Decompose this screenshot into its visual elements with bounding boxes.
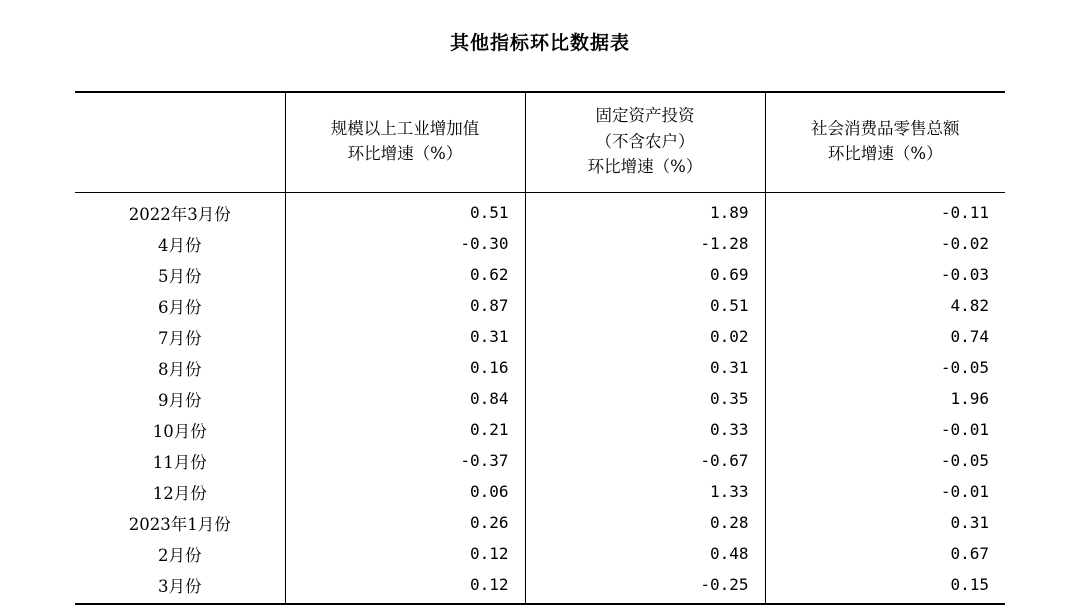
row-label: 12月份 bbox=[75, 476, 285, 507]
header-line: 固定资产投资 bbox=[595, 106, 695, 125]
cell-fixed-asset-investment: 0.33 bbox=[525, 414, 765, 445]
table-row bbox=[75, 383, 1005, 414]
cell-industrial-value-added: 0.12 bbox=[285, 569, 525, 604]
row-label: 11月份 bbox=[75, 445, 285, 476]
row-label: 2月份 bbox=[75, 538, 285, 569]
table-row bbox=[75, 321, 1005, 352]
cell-fixed-asset-investment: 0.69 bbox=[525, 259, 765, 290]
table-row bbox=[75, 445, 1005, 476]
cell-fixed-asset-investment: 0.51 bbox=[525, 290, 765, 321]
cell-retail-sales: -0.05 bbox=[940, 358, 989, 378]
table-row bbox=[75, 290, 1005, 321]
cell-industrial-value-added: 0.12 bbox=[285, 538, 525, 569]
row-label: 4月份 bbox=[75, 228, 285, 259]
cell-retail-sales: 1.96 bbox=[950, 389, 989, 409]
cell-fixed-asset-investment: 1.89 bbox=[525, 192, 765, 228]
cell-industrial-value-added: 0.51 bbox=[285, 192, 525, 228]
cell-industrial-value-added: 0.16 bbox=[285, 352, 525, 383]
column-header-industrial-value-added bbox=[285, 92, 525, 192]
table-header bbox=[75, 92, 1005, 192]
table-row bbox=[75, 352, 1005, 383]
cell-fixed-asset-investment: 0.02 bbox=[525, 321, 765, 352]
cell-retail-sales: -0.11 bbox=[940, 203, 989, 223]
cell-fixed-asset-investment: 0.28 bbox=[525, 507, 765, 538]
row-label: 2022年3月份 bbox=[75, 192, 285, 228]
page-title: 其他指标环比数据表 bbox=[449, 32, 630, 54]
cell-retail-sales: 4.82 bbox=[950, 296, 989, 316]
table-body bbox=[75, 192, 1005, 604]
table-row bbox=[75, 259, 1005, 290]
row-label: 10月份 bbox=[75, 414, 285, 445]
cell-fixed-asset-investment: 1.33 bbox=[525, 476, 765, 507]
table-row bbox=[75, 192, 1005, 228]
cell-retail-sales: -0.03 bbox=[940, 265, 989, 285]
cell-fixed-asset-investment: 0.35 bbox=[525, 383, 765, 414]
row-label: 9月份 bbox=[75, 383, 285, 414]
table-row bbox=[75, 507, 1005, 538]
row-label: 3月份 bbox=[75, 569, 285, 604]
header-line: 社会消费品零售总额 bbox=[811, 118, 960, 138]
table-header-row bbox=[75, 92, 1005, 192]
cell-retail-sales: -0.01 bbox=[940, 482, 989, 502]
header-line: 环比增速（%） bbox=[347, 144, 463, 164]
row-label: 7月份 bbox=[75, 321, 285, 352]
header-line: 环比增速（%） bbox=[587, 157, 703, 177]
cell-fixed-asset-investment: 0.48 bbox=[525, 538, 765, 569]
header-line: （不含农户） bbox=[595, 131, 695, 151]
table-container bbox=[75, 55, 1005, 605]
cell-fixed-asset-investment: -0.25 bbox=[525, 569, 765, 604]
cell-industrial-value-added: 0.84 bbox=[285, 383, 525, 414]
header-line: 规模以上工业增加值 bbox=[330, 118, 480, 138]
cell-fixed-asset-investment: 0.31 bbox=[525, 352, 765, 383]
table-row bbox=[75, 228, 1005, 259]
cell-retail-sales: -0.02 bbox=[940, 234, 989, 254]
cell-retail-sales: 0.74 bbox=[950, 327, 989, 347]
cell-industrial-value-added: 0.21 bbox=[285, 414, 525, 445]
column-header-retail-sales bbox=[765, 92, 1005, 192]
column-header-fixed-asset-investment bbox=[525, 92, 765, 192]
header-line: 环比增速（%） bbox=[827, 144, 943, 164]
cell-retail-sales: 0.67 bbox=[950, 544, 989, 564]
cell-retail-sales: 0.15 bbox=[765, 569, 1005, 604]
table-row bbox=[75, 569, 1005, 604]
row-label: 6月份 bbox=[75, 290, 285, 321]
cell-fixed-asset-investment: -1.28 bbox=[525, 228, 765, 259]
cell-retail-sales: -0.05 bbox=[940, 451, 989, 471]
cell-industrial-value-added: -0.30 bbox=[285, 228, 525, 259]
cell-industrial-value-added: 0.31 bbox=[285, 321, 525, 352]
table-row bbox=[75, 414, 1005, 445]
row-label: 8月份 bbox=[75, 352, 285, 383]
row-label: 2023年1月份 bbox=[75, 507, 285, 538]
cell-industrial-value-added: 0.62 bbox=[285, 259, 525, 290]
cell-fixed-asset-investment: -0.67 bbox=[525, 445, 765, 476]
cell-retail-sales: 0.31 bbox=[950, 513, 989, 533]
table-row bbox=[75, 476, 1005, 507]
cell-retail-sales: -0.01 bbox=[940, 420, 989, 440]
cell-industrial-value-added: 0.87 bbox=[285, 290, 525, 321]
cell-industrial-value-added: 0.06 bbox=[285, 476, 525, 507]
cell-industrial-value-added: 0.26 bbox=[285, 507, 525, 538]
row-label: 5月份 bbox=[75, 259, 285, 290]
column-header-period bbox=[75, 92, 285, 192]
other-indicators-mom-table bbox=[75, 91, 1005, 605]
table-row bbox=[75, 538, 1005, 569]
cell-industrial-value-added: -0.37 bbox=[285, 445, 525, 476]
